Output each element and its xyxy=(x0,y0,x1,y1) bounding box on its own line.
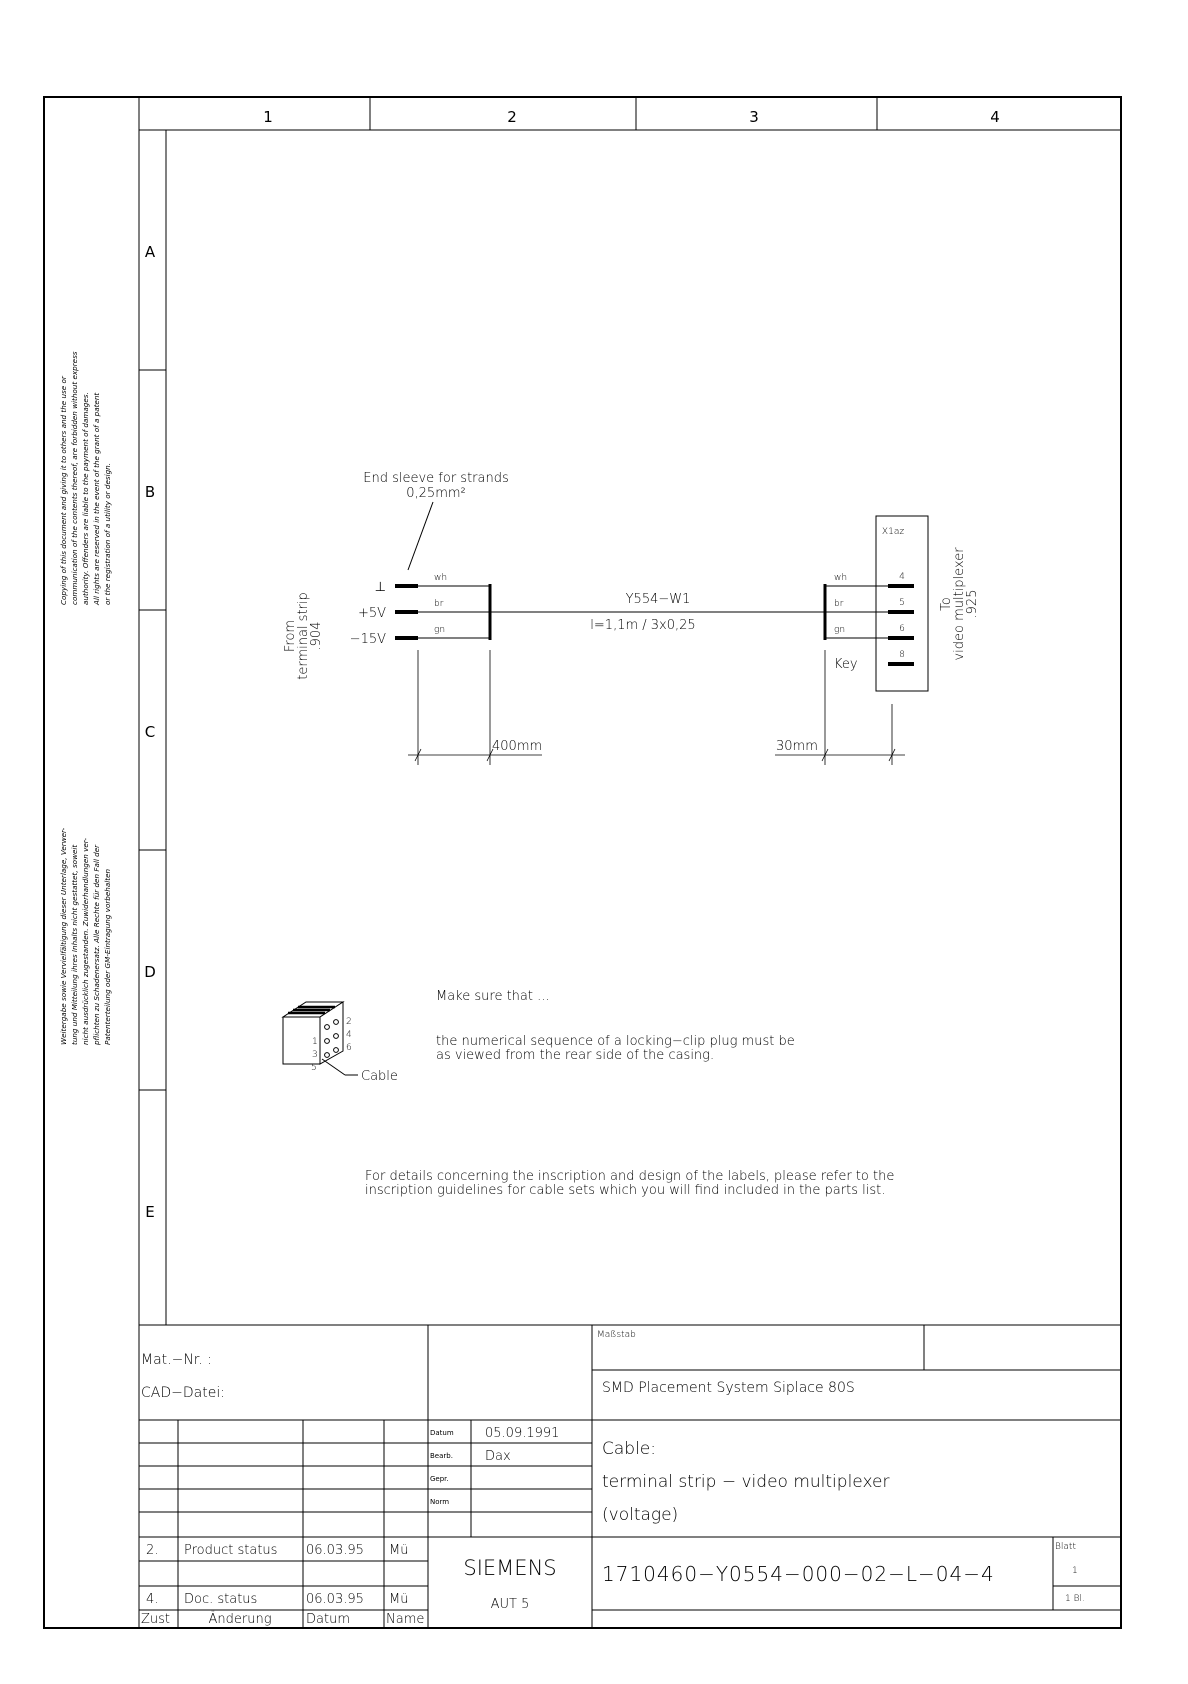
notice-de-line-4: pflichten zu Schadenersatz. Alle Rechte für den Fall der xyxy=(92,844,101,1045)
notice-en-line-3: authority. Offenders are liable to the payment of damages. xyxy=(81,392,90,605)
wire-color-right-gn: gn xyxy=(834,625,846,635)
dimension-30mm: 30mm xyxy=(776,739,818,754)
wire-color-right-wh: wh xyxy=(834,573,848,583)
copyright-notice-german xyxy=(59,827,112,1046)
details-note-line-1: For details concerning the inscription and design of the labels, please refer to the xyxy=(365,1169,895,1184)
plug-number-6: 6 xyxy=(346,1043,352,1053)
column-label-2: 2 xyxy=(507,108,517,126)
cable-diagram xyxy=(283,471,980,765)
from-text: From xyxy=(283,619,298,653)
column-label-1: 1 xyxy=(263,108,273,126)
details-note-line-2: inscription guidelines for cable sets which you will find included in the parts list. xyxy=(365,1183,886,1198)
notice-de-line-5: Patenterteilung oder GM-Eintragung vorbehalten xyxy=(103,868,112,1045)
gepr-label: Gepr. xyxy=(430,1475,449,1483)
plug-number-5: 5 xyxy=(311,1063,317,1073)
signal-ground: ⊥ xyxy=(374,580,386,595)
drawing-number: 1710460−Y0554−000−02−L−04−4 xyxy=(602,1562,995,1586)
from-label xyxy=(283,592,324,680)
bearb-value: Dax xyxy=(485,1449,511,1464)
copyright-notice-english xyxy=(59,351,112,606)
notice-en-line-1: Copying of this document and giving it to others and the use or xyxy=(59,376,68,605)
wire-color-left-gn: gn xyxy=(434,625,446,635)
plug-number-1: 1 xyxy=(312,1037,318,1047)
norm-label: Norm xyxy=(430,1498,450,1506)
plug-number-3: 3 xyxy=(312,1050,318,1060)
end-sleeve-size: 0,25mm² xyxy=(406,486,466,501)
massstab-label: Maßstab xyxy=(597,1330,636,1340)
drawing-title-line-2: terminal strip − video multiplexer xyxy=(602,1472,890,1492)
row-label-b: B xyxy=(144,483,156,501)
rev-1-zust: 2. xyxy=(146,1543,159,1558)
key-label: Key xyxy=(834,657,858,672)
row-label-a: A xyxy=(144,243,156,261)
datum-label: Datum xyxy=(430,1429,454,1437)
notice-de-line-3: nicht ausdrücklich zugestanden. Zuwiderhandlungen ver- xyxy=(81,838,90,1045)
system-name: SMD Placement System Siplace 80S xyxy=(602,1380,855,1396)
notice-en-line-2: communication of the contents thereof, are forbidden without express xyxy=(70,351,79,605)
row-label-e: E xyxy=(145,1203,155,1221)
to-label xyxy=(939,547,980,661)
dimension-lines xyxy=(408,650,905,765)
drawing-title-line-3: (voltage) xyxy=(602,1505,679,1525)
mat-nr-label: Mat.−Nr. : xyxy=(141,1352,212,1368)
sequence-note-line-2: as viewed from the rear side of the casing. xyxy=(436,1048,715,1063)
plug-number-4: 4 xyxy=(346,1030,352,1040)
wire-color-left-wh: wh xyxy=(434,573,448,583)
column-label-3: 3 xyxy=(749,108,759,126)
header-name: Name xyxy=(386,1612,425,1627)
sequence-note-line-1: the numerical sequence of a locking−clip plug must be xyxy=(436,1034,795,1049)
blatt-value: 1 xyxy=(1072,1566,1078,1576)
row-label-c: C xyxy=(144,723,156,741)
rev-1-datum: 06.03.95 xyxy=(306,1543,364,1558)
column-label-4: 4 xyxy=(990,108,1000,126)
notice-de-line-1: Weitergabe sowie Vervielfältigung dieser Unterlage, Verwer- xyxy=(59,827,68,1045)
cable-spec: l=1,1m / 3x0,25 xyxy=(590,618,696,633)
wire-color-left-br: br xyxy=(434,599,444,609)
to-number: .925 xyxy=(965,589,980,619)
rev-1-aenderung: Product status xyxy=(184,1543,278,1558)
header-aenderung: Änderung xyxy=(208,1612,272,1627)
wire-color-right-br: br xyxy=(834,599,844,609)
cable-name: Y554−W1 xyxy=(625,592,691,607)
pin-5: 5 xyxy=(899,598,905,608)
notice-en-line-5: or the registration of a utility or design. xyxy=(103,462,112,605)
cad-datei-label: CAD−Datei: xyxy=(141,1385,225,1401)
blatt-total: 1 Bl. xyxy=(1065,1594,1085,1604)
pin-4: 4 xyxy=(899,572,905,582)
header-datum: Datum xyxy=(306,1612,350,1627)
pin-8: 8 xyxy=(899,650,905,660)
from-number: .904 xyxy=(309,621,324,651)
plug-cable-label: Cable xyxy=(361,1069,398,1084)
company-name: SIEMENS xyxy=(463,1556,557,1580)
row-label-d: D xyxy=(144,963,156,981)
blatt-label: Blatt xyxy=(1055,1542,1076,1552)
make-sure-note: Make sure that ... xyxy=(436,989,550,1004)
rev-2-zust: 4. xyxy=(146,1592,159,1607)
bearb-label: Bearb. xyxy=(430,1452,453,1460)
drawing-title-line-1: Cable: xyxy=(602,1439,656,1459)
notice-en-line-4: All rights are reserved in the event of the grant of a patent xyxy=(92,392,101,605)
department: AUT 5 xyxy=(490,1597,530,1612)
end-sleeve-label: End sleeve for strands xyxy=(363,471,509,486)
to-text: To xyxy=(939,597,954,611)
pin-6: 6 xyxy=(899,624,905,634)
notice-de-line-2: tung und Mitteilung ihres Inhalts nicht gestattet, soweit xyxy=(70,844,79,1045)
to-video-multiplexer: video multiplexer xyxy=(952,547,967,661)
rev-1-name: Mü xyxy=(389,1543,409,1558)
plug-number-2: 2 xyxy=(346,1017,352,1027)
dimension-400mm: 400mm xyxy=(492,739,543,754)
from-terminal-strip: terminal strip xyxy=(296,592,311,680)
rev-2-name: Mü xyxy=(389,1592,409,1607)
datum-value: 05.09.1991 xyxy=(485,1426,560,1441)
rev-2-datum: 06.03.95 xyxy=(306,1592,364,1607)
signal-plus5v: +5V xyxy=(357,606,386,621)
header-zust: Zust xyxy=(141,1612,171,1627)
end-sleeve-leader xyxy=(408,502,433,570)
connector-name: X1az xyxy=(881,527,905,537)
signal-minus15v: −15V xyxy=(349,632,386,647)
rev-2-aenderung: Doc. status xyxy=(184,1592,258,1607)
